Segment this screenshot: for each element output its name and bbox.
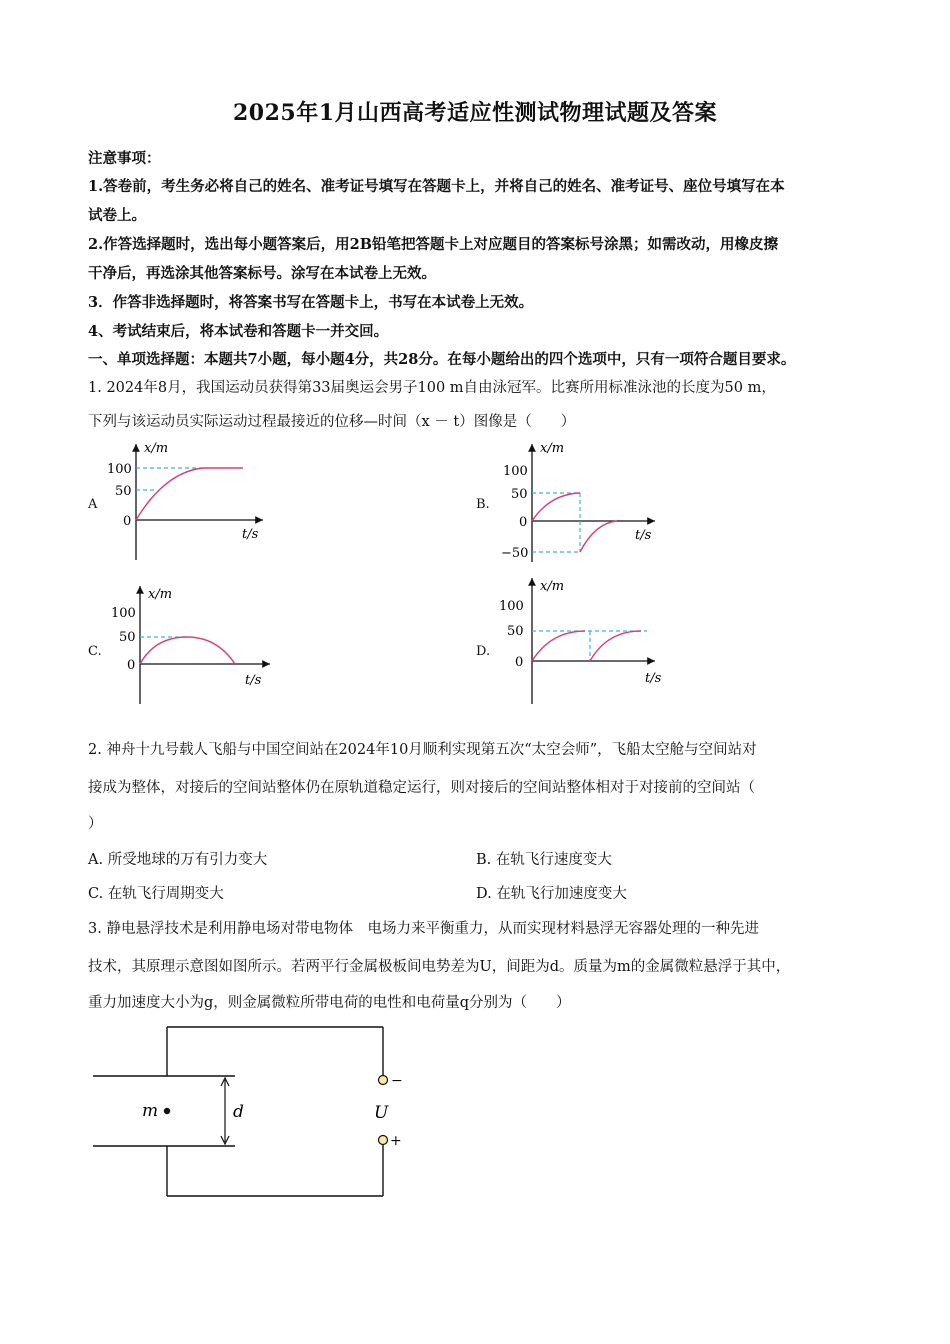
mass-label: m	[142, 1101, 159, 1121]
y-axis-label: x/m	[540, 441, 565, 456]
page-title: 2025年1月山西高考适应性测试物理试题及答案	[232, 100, 718, 126]
q1-text-2: 下列与该运动员实际运动过程最接近的位移—时间（x － t）图像是（ ）	[88, 414, 576, 430]
q3-text-1: 3. 静电悬浮技术是利用静电场对带电物体 电场力来平衡重力，从而实现材料悬浮无容器处理的一种先进	[88, 921, 759, 937]
q1-text-1: 1. 2024年8月，我国运动员获得第33届奥运会男子100 m自由泳冠军。比赛所用标准泳池的长度为50 m，	[88, 380, 776, 396]
q2-option-b: B. 在轨飞行速度变大	[476, 852, 612, 868]
distance-label: d	[233, 1102, 244, 1122]
minus-sign: −	[391, 1073, 403, 1089]
x-axis-label: t/s	[635, 528, 652, 543]
q2-option-c: C. 在轨飞行周期变大	[88, 886, 224, 902]
tick-50: 50	[115, 484, 132, 499]
notice-item-3: 3．作答非选择题时，将答案书写在答题卡上，书写在本试卷上无效。	[88, 294, 534, 311]
q2-option-d: D. 在轨飞行加速度变大	[476, 886, 627, 902]
notice-item-4: 4、考试结束后，将本试卷和答题卡一并交回。	[88, 323, 389, 340]
q1-option-a-label: A	[88, 497, 98, 512]
q1-option-b-label: B.	[476, 497, 490, 512]
voltage-label: U	[374, 1103, 389, 1123]
tick-50: 50	[119, 630, 136, 645]
tick-0: 0	[123, 514, 132, 529]
y-axis-label: x/m	[540, 579, 565, 594]
tick-50: 50	[507, 624, 524, 639]
q1-graph-a	[95, 438, 285, 568]
negative-terminal-icon	[379, 1076, 388, 1085]
x-axis-label: t/s	[245, 673, 262, 688]
tick-100: 100	[111, 606, 136, 621]
tick-100: 100	[503, 464, 528, 479]
q1-graph-b	[495, 438, 670, 568]
q3-text-2: 技术，其原理示意图如图所示。若两平行金属极板间电势差为U，间距为d。质量为m的金属微粒悬浮于其中，	[88, 959, 791, 975]
q2-text-3: ）	[88, 816, 103, 832]
notice-item-1: 1.答卷前，考生务必将自己的姓名、准考证号填写在答题卡上，并将自己的姓名、准考证号、座位号填写在本	[88, 178, 785, 195]
tick-50: 50	[511, 487, 528, 502]
tick-0: 0	[515, 655, 524, 670]
q1-option-d-label: D.	[476, 644, 491, 659]
x-axis-label: t/s	[645, 671, 662, 686]
y-axis-label: x/m	[144, 441, 169, 456]
notice-item-1-cont: 试卷上。	[88, 207, 146, 224]
x-axis-label: t/s	[242, 527, 259, 542]
plus-sign: +	[390, 1133, 402, 1149]
tick-0: 0	[519, 515, 528, 530]
particle-icon	[164, 1108, 170, 1114]
notice-item-2: 2.作答选择题时，选出每小题答案后，用2B铅笔把答题卡上对应题目的答案标号涂黑；如需改动，用橡皮擦	[88, 236, 778, 253]
q3-circuit-diagram	[85, 1020, 415, 1205]
tick-100: 100	[107, 462, 132, 477]
tick-0: 0	[127, 658, 136, 673]
positive-terminal-icon	[379, 1136, 388, 1145]
q3-text-3: 重力加速度大小为g，则金属微粒所带电荷的电性和电荷量q分别为（ ）	[88, 995, 571, 1011]
q1-graph-d	[495, 572, 670, 710]
tick-minus-50: −50	[501, 546, 529, 561]
q1-graph-c	[95, 580, 285, 710]
notice-heading: 注意事项：	[88, 150, 161, 167]
q2-option-a: A. 所受地球的万有引力变大	[88, 852, 268, 868]
notice-item-2-cont: 干净后，再选涂其他答案标号。涂写在本试卷上无效。	[88, 265, 436, 282]
y-axis-label: x/m	[148, 587, 173, 602]
tick-100: 100	[499, 599, 524, 614]
q2-text-1: 2. 神舟十九号载人飞船与中国空间站在2024年10月顺利实现第五次“太空会师”，飞船太空舱与空间站对	[88, 742, 757, 758]
q2-text-2: 接成为整体，对接后的空间站整体仍在原轨道稳定运行，则对接后的空间站整体相对于对接前的空间站（	[88, 780, 755, 796]
section-heading: 一、单项选择题：本题共7小题，每小题4分，共28分。在每小题给出的四个选项中，只有一项符合题目要求。	[88, 351, 796, 368]
q1-option-c-label: C.	[88, 644, 102, 659]
